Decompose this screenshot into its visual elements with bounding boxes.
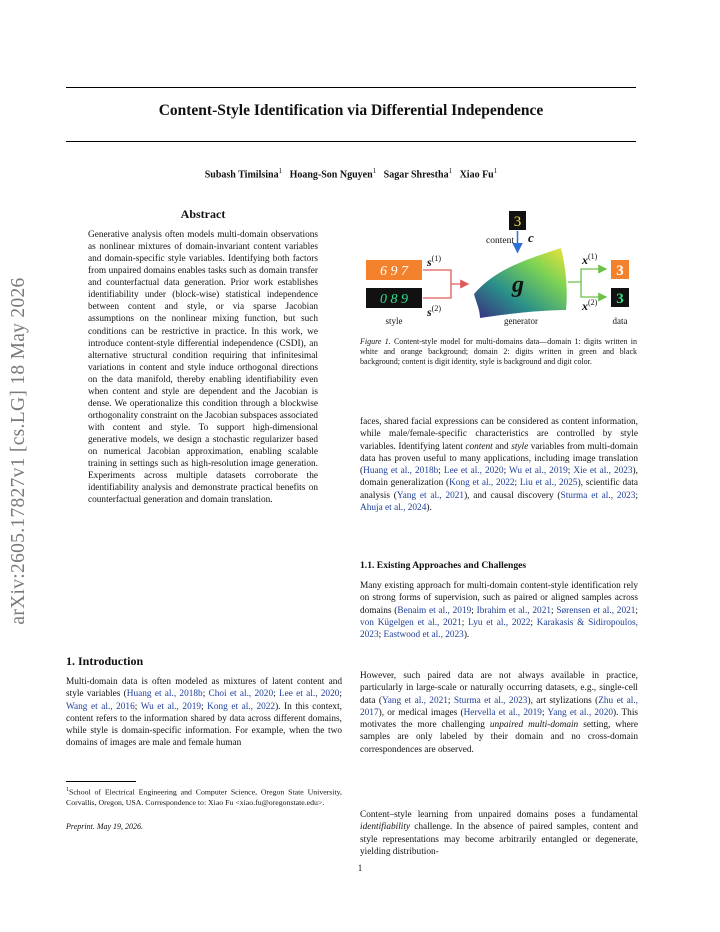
author-list (66, 167, 636, 180)
author-name: Sagar Shrestha (383, 169, 449, 181)
citation-link[interactable]: Zhu et al., 2017 (360, 695, 638, 718)
citation-link[interactable]: Xie et al., 2023 (573, 466, 633, 477)
emphasis-text: identifiability (360, 822, 411, 833)
text-run: ; (567, 466, 574, 477)
citation-link[interactable]: Benaim et al., 2019 (397, 605, 472, 616)
output-arrow (581, 282, 606, 297)
text-run: ). In this context, content refers to the information shared by data across different domains, while style is domain-specific information. For example, when the two domains of images are male and female human (66, 701, 342, 749)
text-run: ; (514, 478, 520, 489)
citation-link[interactable]: Choi et al., 2020 (208, 689, 274, 700)
footnote-mark: 1 (66, 787, 69, 793)
style2-digits: 0 8 9 (380, 292, 408, 307)
text-run: ; (503, 466, 509, 477)
intro-heading: 1. Introduction (66, 654, 144, 668)
text-run: ; (273, 689, 279, 700)
intro-paragraph (66, 676, 342, 750)
text-run: ; (541, 707, 548, 718)
x2-symbol: $x^{(2)}$ (582, 298, 598, 313)
figure-1-diagram (356, 206, 646, 334)
citation-link[interactable]: Lee et al., 2020 (278, 689, 340, 700)
style-label: style (385, 316, 403, 326)
caption-text: Content-style model for multi-domains data—domain 1: digits written in white and orange background; domain 2: digits written in green and black background; content is digit identity, style is background and digit color. (360, 337, 638, 367)
author-name: Xiao Fu (459, 169, 494, 181)
figure-1-caption (360, 337, 637, 368)
text-run: setting, where samples are only labeled by their domain and no cross-domain correspondences are observed. (360, 720, 639, 755)
citation-link[interactable]: Karakasis & Sidiropoulos, 2023 (360, 617, 638, 641)
generator-label: generator (504, 316, 538, 326)
output1-digit: 3 (616, 263, 624, 279)
s2-symbol: $s^{(2)}$ (427, 304, 441, 319)
text-run: Multi-domain data is often modeled as mixtures of latent content and style variables ( (66, 677, 342, 700)
content-label: content (486, 236, 514, 246)
footnote-rule (66, 781, 136, 782)
text-run: ; (447, 695, 454, 706)
right-paragraph-2 (360, 580, 638, 641)
style2-arrow (423, 284, 451, 298)
citation-link[interactable]: Wang et al., 2016 (66, 701, 135, 712)
citation-link[interactable]: Eastwood et al., 2023 (383, 630, 464, 641)
style1-digits: 6 9 7 (380, 264, 408, 279)
title-bottom-rule (66, 141, 636, 142)
output-arrow (568, 269, 606, 282)
title-top-rule (66, 87, 636, 88)
emphasis-text: style (511, 441, 529, 452)
style1-arrow (423, 270, 468, 284)
text-run: ), domain generalization ( (360, 466, 638, 489)
author-affiliation: 1 (493, 167, 498, 175)
text-run: Content–style learning from unpaired domains poses a fundamental (360, 810, 638, 820)
text-run: ; (551, 605, 557, 616)
author-affiliation: 1 (448, 167, 453, 175)
right-paragraph-1 (360, 416, 638, 514)
text-run: However, such paired data are not always available in practice, particularly in large-scale or naturally occurring datasets, e.g., single-cell data ( (360, 671, 638, 706)
citation-link[interactable]: von Kügelgen et al., 2021 (360, 617, 462, 628)
content-symbol: c (528, 230, 534, 245)
text-run: ), and causal discovery ( (464, 490, 561, 501)
x1-symbol: $x^{(1)}$ (582, 252, 598, 267)
subsection-heading: 1.1. Existing Approaches and Challenges (360, 560, 527, 571)
text-run: ), art stylizations ( (527, 695, 599, 706)
text-run: ; (378, 630, 384, 641)
citation-link[interactable]: Lyu et al., 2022 (468, 617, 531, 628)
paper-title: Content-Style Identification via Differential Independence (158, 102, 544, 119)
citation-link[interactable]: Huang et al., 2018b (126, 689, 203, 700)
text-run: faces, shared facial expressions can be considered as content information, while male/female-specific characteristics are controlled by style variables. Identifying latent (360, 417, 638, 452)
right-paragraph-4 (360, 809, 638, 858)
generator-symbol: g (512, 272, 524, 298)
content-digit: 3 (513, 214, 522, 230)
citation-link[interactable]: Huang et al., 2018b (363, 466, 439, 477)
text-run: ). This motivates the more challenging (360, 707, 639, 731)
citation-link[interactable]: Hervella et al., 2019 (463, 707, 542, 718)
text-run: challenge. In the absence of paired samples, content and style representations may become arbitrarily entangled or degenerate, yielding distribution- (360, 822, 638, 857)
citation-link[interactable]: Lee et al., 2020 (443, 466, 504, 477)
text-run: ; (635, 605, 638, 616)
text-run: ; (438, 466, 444, 477)
citation-link[interactable]: Kong et al., 2022 (449, 478, 515, 489)
text-run: ; (530, 617, 537, 628)
author-name: Hoang-Son Nguyen (289, 169, 373, 181)
text-run: ; (635, 490, 639, 501)
preprint-note: Preprint. May 19, 2026. (66, 822, 144, 831)
text-run: ; (201, 701, 208, 712)
right-paragraph-3 (360, 670, 638, 756)
citation-link[interactable]: Ibrahim et al., 2021 (476, 605, 551, 616)
text-run: ). (463, 630, 470, 641)
data-label: data (612, 316, 628, 326)
abstract-text: Generative analysis often models multi-domain observations as nonlinear mixtures of domain-invariant content variables and domain-specific style variables. Identifying both factors from unpaired domains enables tasks such as domain transfer and counterfactual data generation. Prior work establishes identifiability under (block-wise) statistical independence between content and style, or via sparse Jacobian assumptions on the nonlinear mixing function, but such conditions can be restrictive in practice. In this work, we introduce content-style differential independence (CSDI), an alternative structural condition requiring that infinitesimal variations in content and style induce orthogonal directions on the data manifold, thereby enabling identifiability even when content and style are dependent and the Jacobian is dense. We operationalize this condition through a blockwise orthogonality constraint on the Jacobian subspaces associated with content and style. To support high-dimensional generative models, we design a stochastic regularizer based on numerical Jacobian approximation, enabling scalable training in settings such as high-resolution image generation. Experiments across multiple datasets corroborate the identifiability analysis and demonstrate practical benefits on counterfactual generation and domain translation. (88, 230, 318, 506)
citation-link[interactable]: Yang et al., 2020 (547, 707, 613, 718)
text-run: variables from multi-domain data has proven useful to many applications, including image translation ( (360, 441, 639, 477)
footnote-text: School of Electrical Engineering and Computer Science, Oregon State University, Corvallis, Oregon, USA. Correspondence to: Xiao Fu <xiao.fu@oregonstate.edu>. (66, 787, 342, 807)
output2-digit: 3 (616, 291, 624, 307)
text-run: ; (461, 617, 469, 628)
citation-link[interactable]: Yang et al., 2021 (396, 490, 465, 501)
text-run: ), or medical images ( (378, 707, 464, 718)
caption-label: Figure 1. (360, 337, 391, 346)
emphasis-text: content (465, 441, 493, 452)
text-run: ), scientific data analysis ( (360, 478, 638, 501)
citation-link[interactable]: Wu et al., 2019 (509, 466, 568, 477)
footnote (66, 785, 342, 808)
citation-link[interactable]: Yang et al., 2021 (381, 695, 448, 706)
s1-symbol: $s^{(1)}$ (427, 254, 441, 269)
text-run: ). (426, 503, 432, 514)
emphasis-text: unpaired multi-domain (489, 720, 579, 731)
citation-link[interactable]: Sturma et al., 2023 (560, 490, 636, 501)
text-run: ; (339, 689, 342, 700)
arxiv-stamp: arXiv:2605.17827v1 [cs.LG] 18 May 2026 (8, 277, 29, 625)
citation-link[interactable]: Kong et al., 2022 (207, 701, 276, 712)
citation-link[interactable]: Sørensen et al., 2021 (556, 605, 636, 616)
citation-link[interactable]: Wu et al., 2019 (140, 701, 202, 712)
text-run: and (492, 441, 512, 452)
author-affiliation: 1 (278, 167, 283, 175)
author-name: Subash Timilsina (204, 169, 279, 181)
text-run: Many existing approach for multi-domain content-style identification rely on strong forms of supervision, such as paired or aligned samples across domains ( (360, 581, 638, 616)
text-run: ; (202, 689, 209, 700)
text-run: ; (134, 701, 141, 712)
author-affiliation: 1 (372, 167, 377, 175)
citation-link[interactable]: Ahuja et al., 2024 (360, 503, 427, 514)
citation-link[interactable]: Liu et al., 2025 (519, 478, 578, 489)
abstract-heading: Abstract (180, 207, 226, 221)
page-number: 1 (357, 863, 363, 873)
citation-link[interactable]: Sturma et al., 2023 (453, 695, 528, 706)
text-run: ; (471, 605, 477, 616)
